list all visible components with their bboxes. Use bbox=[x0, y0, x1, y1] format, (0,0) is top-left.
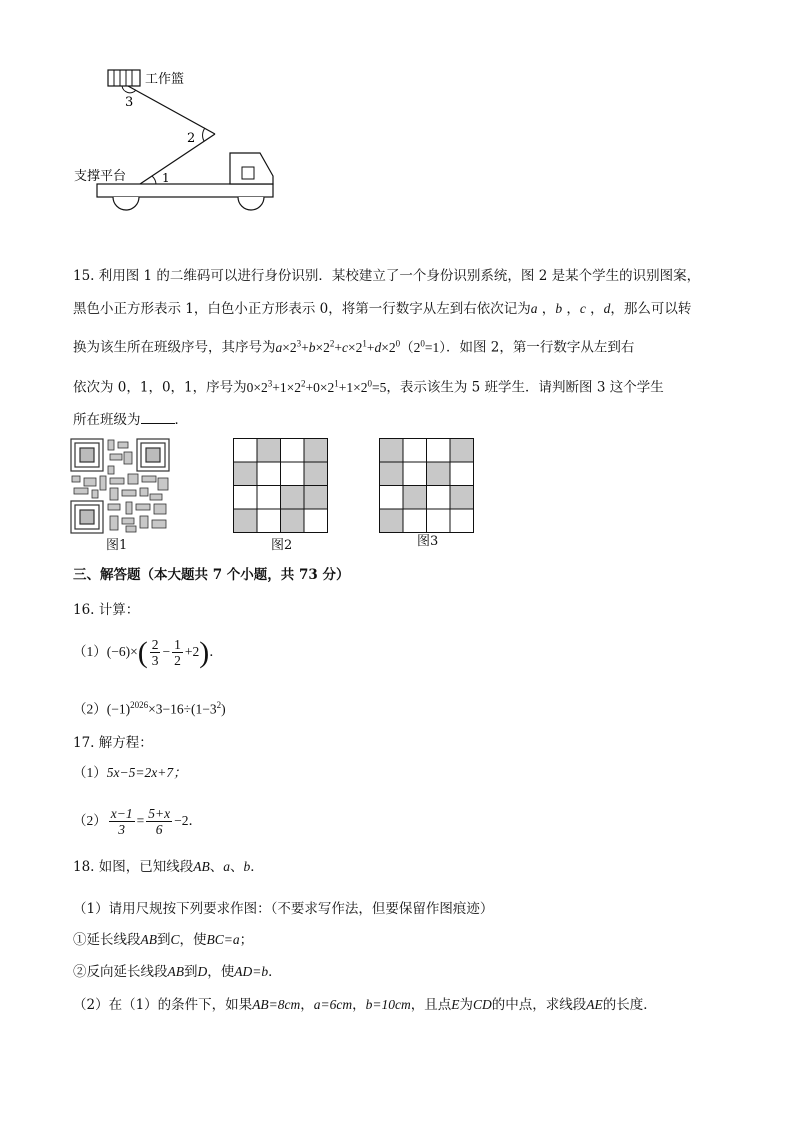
fig2-cell-2-2 bbox=[281, 486, 305, 510]
q15-line2-text: 黑色小正方形表示 1，白色小正方形表示 0，将第一行数字从左到右依次记为 bbox=[73, 301, 531, 317]
q18-item1: ①延长线段AB到C，使BC=a； bbox=[73, 932, 254, 948]
q17-p2-left-frac: $\frac{x-1}{3}$ bbox=[110, 806, 133, 838]
q16-p2-sq: 2 bbox=[216, 700, 222, 710]
basket-icon bbox=[108, 70, 140, 86]
q16-stem: 16. 计算： bbox=[73, 602, 140, 618]
q15-line4-tail: ，表示该生为 5 班学生．请判断图 3 这个学生 bbox=[386, 379, 664, 396]
q16-p1-minus: − bbox=[162, 644, 171, 659]
fig3-cell-0-2 bbox=[427, 439, 451, 463]
q18-item2: ②反向延长线段AB到D，使AD=b． bbox=[73, 964, 282, 980]
q15-line2: 黑色小正方形表示 1，白色小正方形表示 0，将第一行数字从左到右依次记为a ，b ，c ，d，那么可以转 bbox=[73, 301, 692, 317]
q16-p1-plus2: +2 bbox=[184, 644, 200, 659]
fig3-cell-2-1 bbox=[403, 486, 427, 510]
fig2-cell-0-3 bbox=[304, 439, 328, 463]
q15-example-formula: $0\times 2^3+1\times 2^2+0\times 2^1+1\times 2^0=5$ bbox=[246, 378, 387, 395]
fig2-cell-1-2 bbox=[281, 462, 305, 486]
q16-p2-exp: 2026 bbox=[130, 700, 149, 710]
var-d: d bbox=[603, 301, 611, 316]
fig3-cell-0-0 bbox=[380, 439, 404, 463]
fig3-cell-3-0 bbox=[380, 509, 404, 533]
q17-part1 bbox=[73, 763, 187, 783]
q15-line5-text: 所在班级为 bbox=[73, 412, 141, 428]
fig2-cell-3-0 bbox=[234, 509, 258, 533]
fig2-cell-0-1 bbox=[257, 439, 281, 463]
q16-p2-label: （2） bbox=[73, 701, 107, 717]
q17-p2-tail: −2． bbox=[174, 813, 202, 828]
q15-line3-text: 换为该生所在班级序号，其序号为 bbox=[73, 339, 276, 356]
angle-1-label: 1 bbox=[162, 171, 170, 185]
q15-line4-text: 依次为 0，1，0，1，序号为 bbox=[73, 379, 247, 396]
q16-part2 bbox=[73, 695, 226, 720]
fig3-cell-1-3 bbox=[450, 462, 474, 486]
q17-part2 bbox=[73, 803, 202, 839]
truck-figure bbox=[60, 60, 300, 225]
section3-title: 三、解答题（本大题共 7 个小题，共 73 分） bbox=[73, 567, 350, 583]
q15-line3-tail: ．如图 2，第一行数字从左到右 bbox=[446, 339, 635, 356]
q16-p2-close: ) bbox=[221, 701, 226, 717]
q17-p1-label: （1） bbox=[73, 765, 107, 780]
fig3-label: 图3 bbox=[417, 534, 439, 549]
q15-formula: $a\times 2^3+b\times 2^2+c\times 2^1+d\times 2^0(2^0=1)$ bbox=[275, 338, 446, 355]
fig3-cell-2-3 bbox=[450, 486, 474, 510]
fig3-cell-1-1 bbox=[403, 462, 427, 486]
fig3-cell-2-2 bbox=[427, 486, 451, 510]
angle-3-label: 3 bbox=[125, 95, 134, 110]
fig3-cell-2-0 bbox=[380, 486, 404, 510]
q15-line5-end: ． bbox=[174, 412, 188, 428]
q17-p2-right-frac: $\frac{5+x}{6}$ bbox=[148, 806, 171, 838]
fig3-cell-3-1 bbox=[403, 509, 427, 533]
q16-p2-base: (−1) bbox=[106, 701, 131, 717]
q17-p2-eq: = bbox=[136, 813, 145, 828]
fig3-cell-3-3 bbox=[450, 509, 474, 533]
fig2-cell-1-3 bbox=[304, 462, 328, 486]
fig2-cell-1-0 bbox=[234, 462, 258, 486]
q18-part2: （2）在（1）的条件下，如果AB=8cm，a=6cm，b=10cm，且点E为CD的中点，求线段AE的长度． bbox=[73, 997, 657, 1013]
q15-line1-text: 15. 利用图 1 的二维码可以进行身份识别．某校建立了一个身份识别系统，图 2 是某个学生的识别图案， bbox=[73, 268, 701, 284]
q16-p1-neg6: (−6)× bbox=[106, 644, 138, 659]
q17-p2-label: （2） bbox=[73, 813, 107, 828]
q15-line5 bbox=[73, 410, 188, 430]
q15-line4 bbox=[73, 373, 664, 398]
fig3-cell-3-2 bbox=[427, 509, 451, 533]
answer-blank bbox=[141, 410, 175, 424]
fig2-cell-3-1 bbox=[257, 509, 281, 533]
fig2-cell-0-0 bbox=[234, 439, 258, 463]
fig2-cell-2-0 bbox=[234, 486, 258, 510]
fig2-cell-3-2 bbox=[281, 509, 305, 533]
fig2-cell-1-1 bbox=[257, 462, 281, 486]
q18-b: b bbox=[243, 859, 251, 874]
qr-code-figure bbox=[70, 438, 170, 534]
q17-stem: 17. 解方程： bbox=[73, 735, 153, 751]
q16-p1-end: ． bbox=[209, 644, 223, 659]
fig3-cell-1-2 bbox=[427, 462, 451, 486]
q18-ab: AB bbox=[193, 859, 210, 874]
q16-p2-rest: ×3−16÷(1−3 bbox=[148, 701, 217, 717]
q15-line3 bbox=[73, 333, 634, 358]
fig3-grid bbox=[379, 438, 475, 534]
q16-p1-label: （1） bbox=[73, 644, 107, 659]
fig2-grid bbox=[233, 438, 329, 534]
fig3-cell-0-1 bbox=[403, 439, 427, 463]
basket-label: 工作篮 bbox=[145, 72, 185, 87]
q18-a: a bbox=[223, 859, 231, 874]
platform-label: 支撑平台 bbox=[74, 169, 127, 184]
q18-stem-text: 18. 如图，已知线段 bbox=[73, 859, 194, 875]
var-b: b bbox=[555, 301, 563, 316]
fig2-cell-2-1 bbox=[257, 486, 281, 510]
fig2-cell-0-2 bbox=[281, 439, 305, 463]
q18-part1: （1）请用尺规按下列要求作图：（不要求写作法，但要保留作图痕迹） bbox=[73, 901, 494, 917]
var-a: a bbox=[530, 301, 538, 316]
q15-line2-tail: ，那么可以转 bbox=[610, 301, 692, 317]
q16-part1: （1）(−6)×( $\frac{2}{3}$ − $\frac{1}{2}$ +2)． bbox=[73, 635, 223, 669]
fig3-cell-1-0 bbox=[380, 462, 404, 486]
q16-p1-frac1: $\frac{2}{3}$ bbox=[151, 637, 159, 669]
fig1-label: 图1 bbox=[106, 538, 128, 553]
q17-p1-eq: 5x−5=2x+7； bbox=[106, 765, 187, 780]
fig2-label: 图2 bbox=[271, 538, 293, 553]
var-c: c bbox=[579, 301, 586, 316]
q16-p1-frac2: $\frac{1}{2}$ bbox=[174, 637, 181, 669]
q15-line1 bbox=[73, 266, 700, 286]
fig3-cell-0-3 bbox=[450, 439, 474, 463]
angle-2-label: 2 bbox=[187, 131, 196, 146]
fig2-cell-3-3 bbox=[304, 509, 328, 533]
q18-stem: 18. 如图，已知线段AB、a、b． bbox=[73, 859, 264, 875]
fig2-cell-2-3 bbox=[304, 486, 328, 510]
